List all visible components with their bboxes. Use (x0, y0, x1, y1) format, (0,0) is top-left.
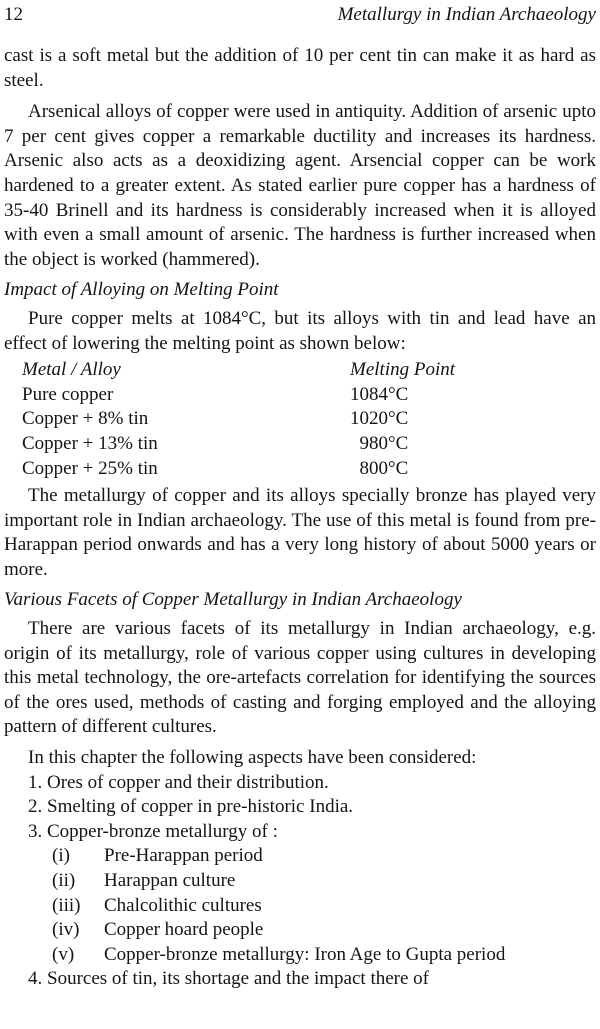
melting-point-table (22, 358, 558, 481)
sublist-item (52, 918, 596, 943)
paragraph-chapter-aspects: In this chapter the following aspects have been considered: (28, 747, 477, 769)
page-number: 12 (4, 4, 23, 25)
aspects-sublist (28, 844, 596, 967)
list-item: 3. Copper-bronze metallurgy of : (28, 820, 278, 842)
table-row (22, 383, 558, 408)
sublist-item (52, 869, 596, 894)
sublist-number: (ii) (52, 870, 76, 891)
paragraph-bronze-role: The metallurgy of copper and its alloys specially bronze has played very important role in Indian archaeology. The use of this metal is found from pre-Harappan period onwards and has a very long history of about 5000 years or more. (4, 485, 596, 580)
sublist-text: Chalcolithic cultures (104, 894, 262, 916)
running-head (4, 0, 596, 30)
table-header-row (22, 358, 558, 383)
sublist-text: Pre-Harappan period (104, 845, 263, 867)
sublist-container (28, 844, 596, 967)
list-item: 4. Sources of tin, its shortage and the impact there of (28, 968, 430, 990)
metal-cell: Copper + 25% tin (22, 457, 158, 479)
sublist-number: (iv) (52, 919, 80, 941)
book-title: Metallurgy in Indian Archaeology (337, 4, 596, 25)
table-row (22, 407, 558, 432)
list-item: 2. Smelting of copper in pre-historic India. (28, 796, 354, 818)
sublist-number: (v) (52, 943, 75, 965)
sublist-item (52, 894, 596, 919)
sublist-text: Copper-bronze metallurgy: Iron Age to Gupta period (104, 943, 506, 965)
sublist-number: (iii) (52, 894, 81, 916)
melting-point-cell: 800°C (359, 457, 409, 479)
list-item: 1. Ores of copper and their distribution. (28, 771, 329, 793)
paragraph-arsenical-alloys: Arsenical alloys of copper were used in antiquity. Addition of arsenic upto 7 per cent gives copper a remarkable ductility and increases its hardness. Arsenic also acts as a deoxidizing agent. Arsencial copper can be work hardened to a greater extent. As stated earlier pure copper has a hardness of 35-40 Brinell and its hardness is considerably increased when it is alloyed with even a small amount of arsenic. The hardness is further increased when the object is worked (hammered). (4, 101, 596, 270)
aspects-list (4, 771, 596, 992)
metal-cell: Copper + 13% tin (22, 432, 158, 454)
melting-point-cell: 980°C (359, 432, 409, 454)
paragraph-facets: There are various facets of its metallurgy in Indian archaeology, e.g. origin of its metallurgy, role of various copper using cultures in developing this metal technology, the ore-artefacts correlation for identifying the sources of the ores used, methods of casting and forging employed and the alloying pattern of different cultures. (4, 618, 596, 738)
subheading-various-facets: Various Facets of Copper Metallurgy in Indian Archaeology (4, 589, 462, 611)
sublist-number: (i) (52, 845, 70, 867)
table-row (22, 432, 558, 457)
column-header-melting-point: Melting Point (350, 359, 456, 381)
paragraph-melting-intro: Pure copper melts at 1084°C, but its alloys with tin and lead have an effect of lowering the melting point as shown below: (4, 307, 596, 354)
sublist-item (52, 943, 596, 968)
sublist-text: Copper hoard people (104, 919, 264, 941)
table-row (22, 457, 558, 482)
melting-point-cell: 1084°C (350, 383, 409, 405)
sublist-item (52, 844, 596, 869)
subheading-melting-point: Impact of Alloying on Melting Point (4, 279, 279, 301)
metal-cell: Pure copper (22, 383, 114, 405)
paragraph-continuation: cast is a soft metal but the addition of 10 per cent tin can make it as hard as steel. (4, 45, 596, 91)
sublist-text: Harappan culture (104, 870, 236, 891)
metal-cell: Copper + 8% tin (22, 408, 149, 430)
column-header-metal: Metal / Alloy (22, 359, 121, 381)
melting-point-cell: 1020°C (350, 408, 409, 430)
